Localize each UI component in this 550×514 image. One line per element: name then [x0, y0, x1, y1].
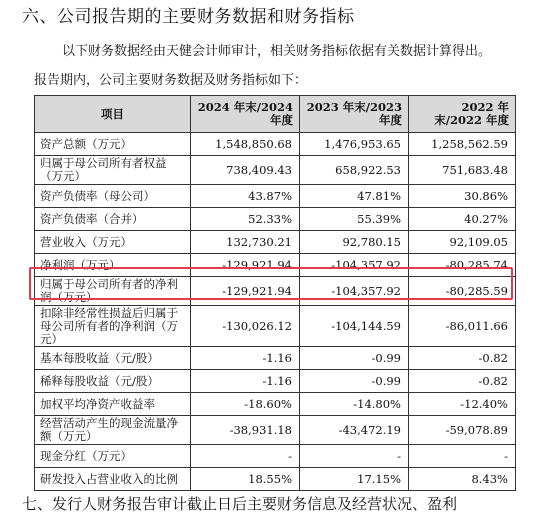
value-2023: 658,922.53 [300, 156, 409, 185]
value-2023: 1,476,953.65 [300, 133, 409, 156]
value-2024: 18.55% [191, 468, 300, 491]
value-2023: -14.80% [300, 393, 409, 416]
value-2022: 1,258,562.59 [409, 133, 516, 156]
value-2024: -18.60% [191, 393, 300, 416]
value-2023: - [300, 445, 409, 468]
header-2022: 2022 年末/2022 年度 [409, 96, 516, 133]
value-2022: -80,285.74 [409, 254, 516, 277]
value-2023: -104,144.59 [300, 306, 409, 347]
value-2022: 40.27% [409, 208, 516, 231]
value-2023: -104,357.92 [300, 254, 409, 277]
row-label: 稀释每股收益（元/股） [35, 370, 191, 393]
value-2024: - [191, 445, 300, 468]
table-header-row [35, 96, 516, 133]
table-row [35, 370, 516, 393]
table-row [35, 185, 516, 208]
value-2023: 55.39% [300, 208, 409, 231]
table-row [35, 445, 516, 468]
value-2022: -80,285.59 [409, 277, 516, 306]
table-row [35, 254, 516, 277]
value-2022: -86,011.66 [409, 306, 516, 347]
row-label: 基本每股收益（元/股） [35, 347, 191, 370]
row-label: 现金分红（万元） [35, 445, 191, 468]
row-label: 加权平均净资产收益率 [35, 393, 191, 416]
header-2024: 2024 年末/2024 年度 [191, 96, 300, 133]
value-2022: 92,109.05 [409, 231, 516, 254]
section-heading: 六、公司报告期的主要财务数据和财务指标 [22, 7, 355, 27]
table-row [35, 277, 516, 306]
intro-paragraph: 以下财务数据经由天健会计师审计，相关财务指标依据有关数据计算得出。 [62, 44, 492, 59]
value-2022: - [409, 445, 516, 468]
value-2024: -1.16 [191, 347, 300, 370]
table-row [35, 468, 516, 491]
value-2023: -0.99 [300, 347, 409, 370]
value-2024: 43.87% [191, 185, 300, 208]
value-2024: -1.16 [191, 370, 300, 393]
value-2024: -130,026.12 [191, 306, 300, 347]
next-section-heading: 七、发行人财务报告审计截止日后主要财务信息及经营状况、盈利 [22, 495, 458, 513]
table-row [35, 231, 516, 254]
lead-paragraph: 报告期内，公司主要财务数据及财务指标如下： [34, 73, 308, 88]
value-2022: 8.43% [409, 468, 516, 491]
value-2022: -0.82 [409, 347, 516, 370]
row-label: 扣除非经常性损益后归属于母公司所有者的净利润（万元） [35, 306, 191, 347]
value-2022: -0.82 [409, 370, 516, 393]
value-2024: -129,921.94 [191, 277, 300, 306]
value-2023: -0.99 [300, 370, 409, 393]
table-row [35, 306, 516, 347]
value-2024: 738,409.43 [191, 156, 300, 185]
table-row [35, 156, 516, 185]
value-2022: -59,078.89 [409, 416, 516, 445]
value-2023: -43,472.19 [300, 416, 409, 445]
value-2022: 751,683.48 [409, 156, 516, 185]
value-2023: -104,357.92 [300, 277, 409, 306]
row-label: 营业收入（万元） [35, 231, 191, 254]
table-row [35, 208, 516, 231]
value-2024: 52.33% [191, 208, 300, 231]
value-2023: 47.81% [300, 185, 409, 208]
table-body [35, 133, 516, 491]
value-2022: -12.40% [409, 393, 516, 416]
value-2024: -38,931.18 [191, 416, 300, 445]
value-2022: 30.86% [409, 185, 516, 208]
row-label: 经营活动产生的现金流量净额（万元） [35, 416, 191, 445]
value-2023: 92,780.15 [300, 231, 409, 254]
value-2024: 132,730.21 [191, 231, 300, 254]
row-label: 资产负债率（母公司） [35, 185, 191, 208]
table-row [35, 133, 516, 156]
row-label: 资产总额（万元） [35, 133, 191, 156]
financial-table [34, 95, 516, 491]
value-2023: 17.15% [300, 468, 409, 491]
row-label: 归属于母公司所有者的净利润（万元） [35, 277, 191, 306]
value-2024: -129,921.94 [191, 254, 300, 277]
row-label: 净利润（万元） [35, 254, 191, 277]
row-label: 研发投入占营业收入的比例 [35, 468, 191, 491]
row-label: 资产负债率（合并） [35, 208, 191, 231]
table-row [35, 393, 516, 416]
row-label: 归属于母公司所有者权益（万元） [35, 156, 191, 185]
table-row [35, 416, 516, 445]
header-item: 项目 [35, 96, 191, 133]
value-2024: 1,548,850.68 [191, 133, 300, 156]
header-2023: 2023 年末/2023 年度 [300, 96, 409, 133]
table-row [35, 347, 516, 370]
